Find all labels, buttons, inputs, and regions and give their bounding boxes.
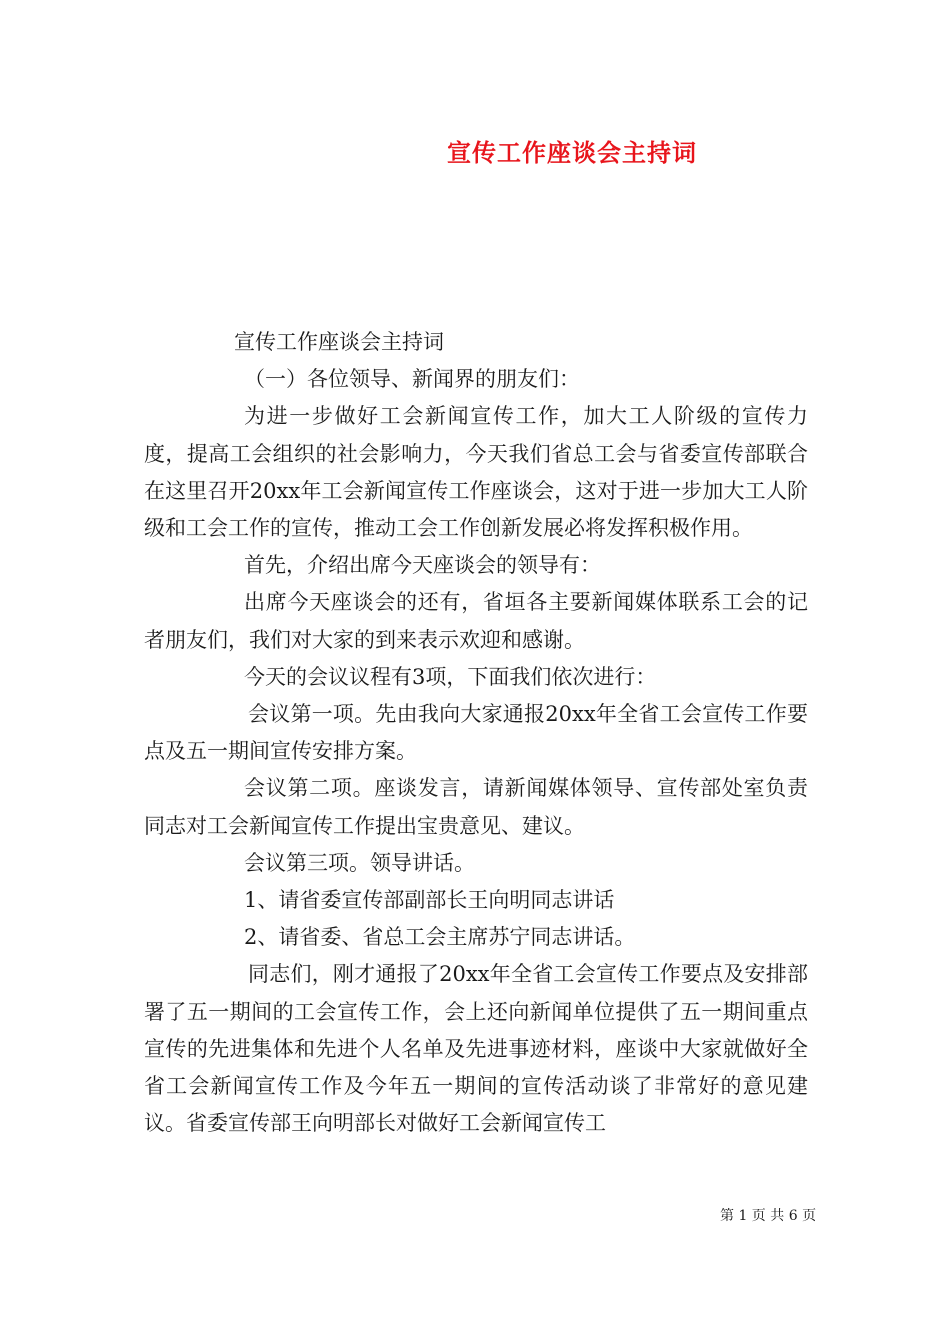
intro-paragraph: 为进一步做好工会新闻宣传工作，加大工人阶级的宣传力度，提高工会组织的社会影响力，今天我们省总工会与省委宣传部联合在这里召开20xx年工会新闻宣传工作座谈会，这对于进一步加大工人阶级和工会工作的宣传，推动工会工作创新发展必将发挥积极作用。 [144, 404, 808, 541]
agenda-paragraph: 今天的会议议程有3项，下面我们依次进行： [244, 664, 657, 689]
agenda-item-2-paragraph: 会议第二项。座谈发言，请新闻媒体领导、宣传部处室负责同志对工会新闻宣传工作提出宝贵意见、建议。 [144, 776, 808, 838]
document-title: 宣传工作座谈会主持词 [447, 138, 697, 167]
speech-2-paragraph: 2、请省委、省总工会主席苏宁同志讲话。 [244, 925, 636, 950]
agenda-item-3-paragraph: 会议第三项。领导讲话。 [244, 850, 475, 875]
salutation-paragraph: （一）各位领导、新闻界的朋友们： [244, 367, 580, 392]
page-number: 第 1 页 共 6 页 [720, 1208, 817, 1224]
summary-paragraph: 同志们，刚才通报了20xx年全省工会宣传工作要点及安排部署了五一期间的工会宣传工作，会上还向新闻单位提供了五一期间重点宣传的先进集体和先进个人名单及先进事迹材料，座谈中大家就做好全省工会新闻宣传工作及今年五一期间的宣传活动谈了非常好的意见建议。省委宣传部王向明部长对做好工会新闻宣传工 [144, 962, 808, 1136]
body-heading: 宣传工作座谈会主持词 [234, 330, 444, 354]
document-body [144, 324, 808, 1142]
agenda-item-1-paragraph: 会议第一项。先由我向大家通报20xx年全省工会宣传工作要点及五一期间宣传安排方案。 [144, 702, 808, 764]
leaders-intro-paragraph: 首先，介绍出席今天座谈会的领导有： [244, 553, 601, 578]
attendees-paragraph: 出席今天座谈会的还有，省垣各主要新闻媒体联系工会的记者朋友们，我们对大家的到来表示欢迎和感谢。 [144, 590, 808, 652]
speech-1-paragraph: 1、请省委宣传部副部长王向明同志讲话 [244, 888, 615, 913]
